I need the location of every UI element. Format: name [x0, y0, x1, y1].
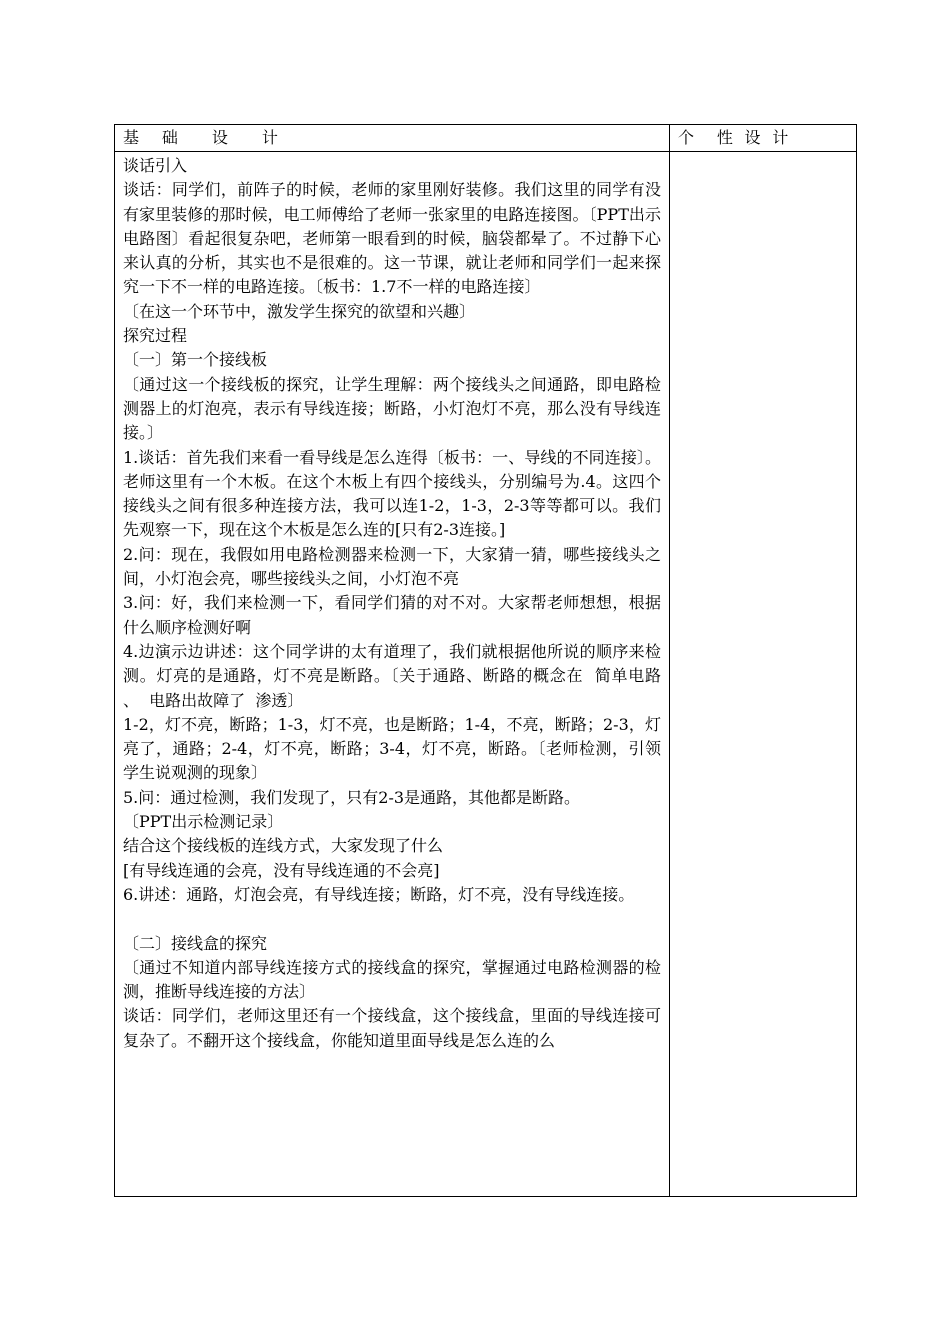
- section-title-process: 探究过程: [123, 326, 188, 346]
- basic-design-content: [115, 152, 670, 1197]
- paragraph-intro-note: 〔在这一个环节中，激发学生探究的欲望和兴趣〕: [123, 301, 476, 321]
- header-basic-design-label: 基 础 设 计: [123, 128, 279, 147]
- blank-line: [123, 907, 661, 931]
- paragraph-test-results: 1-2，灯不亮，断路；1-3，灯不亮，也是断路；1-4，不亮，断路；2-3，灯亮了，通路；2-4，灯不亮，断路；3-4，灯不亮，断路。〔老师检测，引领学生说观测的现象〕: [123, 714, 661, 783]
- paragraph-intro-talk: 谈话：同学们，前阵子的时候，老师的家里刚好装修。我们这里的同学有没有家里装修的那时候，电工师傅给了老师一张家里的电路连接图。〔PPT出示电路图〕看起很复杂吧，老师第一眼看到的时候，脑袋都晕了。不过静下心来认真的分析，其实也不是很难的。这一节课，就让老师和同学们一起来探究一下不一样的电路连接。〔板书：1.7不一样的电路连接〕: [123, 180, 661, 297]
- section-title-intro: 谈话引入: [123, 156, 188, 175]
- subsection-title-box: 〔二〕接线盒的探究: [123, 933, 268, 953]
- header-basic-design: [115, 125, 670, 152]
- header-personal-design-label: 个 性 设 计: [678, 128, 789, 147]
- paragraph-step-4: 4.边演示边讲述：这个同学讲的太有道理了，我们就根据他所说的顺序来检测。灯亮的是通路，灯不亮是断路。〔关于通路、断路的概念在 简单电路 、 电路出故障了 渗透〕: [123, 641, 672, 710]
- lesson-plan-table: [114, 124, 857, 1197]
- paragraph-step-3: 3.问：好，我们来检测一下，看同学们猜的对不对。大家帮老师想想，根据什么顺序检测好啊: [123, 593, 661, 637]
- subsection-title-board: 〔一〕第一个接线板: [123, 350, 268, 370]
- paragraph-box-talk: 谈话：同学们，老师这里还有一个接线盒，这个接线盒，里面的导线连接可复杂了。不翻开这个接线盒，你能知道里面导线是怎么连的么: [123, 1006, 661, 1050]
- personal-design-content: [670, 152, 857, 1197]
- header-personal-design: [670, 125, 857, 152]
- paragraph-step-5: 5.问：通过检测，我们发现了，只有2-3是通路，其他都是断路。: [123, 787, 581, 807]
- paragraph-step-2: 2.问：现在，我假如用电路检测器来检测一下，大家猜一猜，哪些接线头之间，小灯泡会亮，哪些接线头之间，小灯泡不亮: [123, 544, 661, 589]
- content-row: [115, 152, 857, 1197]
- paragraph-step-6: 6.讲述：通路，灯泡会亮，有导线连接；断路，灯不亮，没有导线连接。: [123, 884, 635, 904]
- paragraph-box-goal: 〔通过不知道内部导线连接方式的接线盒的探究，掌握通过电路检测器的检测，推断导线连接的方法〕: [123, 957, 661, 1002]
- paragraph-answer-found: [有导线连通的会亮，没有导线连通的不会亮]: [123, 860, 440, 880]
- paragraph-ppt-record: 〔PPT出示检测记录〕: [123, 812, 284, 832]
- paragraph-question-found: 结合这个接线板的连线方式，大家发现了什么: [123, 836, 444, 856]
- paragraph-step-1: 1.谈话：首先我们来看一看导线是怎么连得〔板书：一、导线的不同连接〕。老师这里有一个木板。在这个木板上有四个接线头，分别编号为.4。这四个接线头之间有很多种连接方法，我可以连1-2，1-3，2-3等等都可以。我们先观察一下，现在这个木板是怎么连的[只有2-3连接。]: [123, 447, 661, 540]
- header-row: [115, 125, 857, 152]
- paragraph-board-goal: 〔通过这一个接线板的探究，让学生理解：两个接线头之间通路，即电路检测器上的灯泡亮，表示有导线连接；断路，小灯泡灯不亮，那么没有导线连接。〕: [123, 374, 661, 443]
